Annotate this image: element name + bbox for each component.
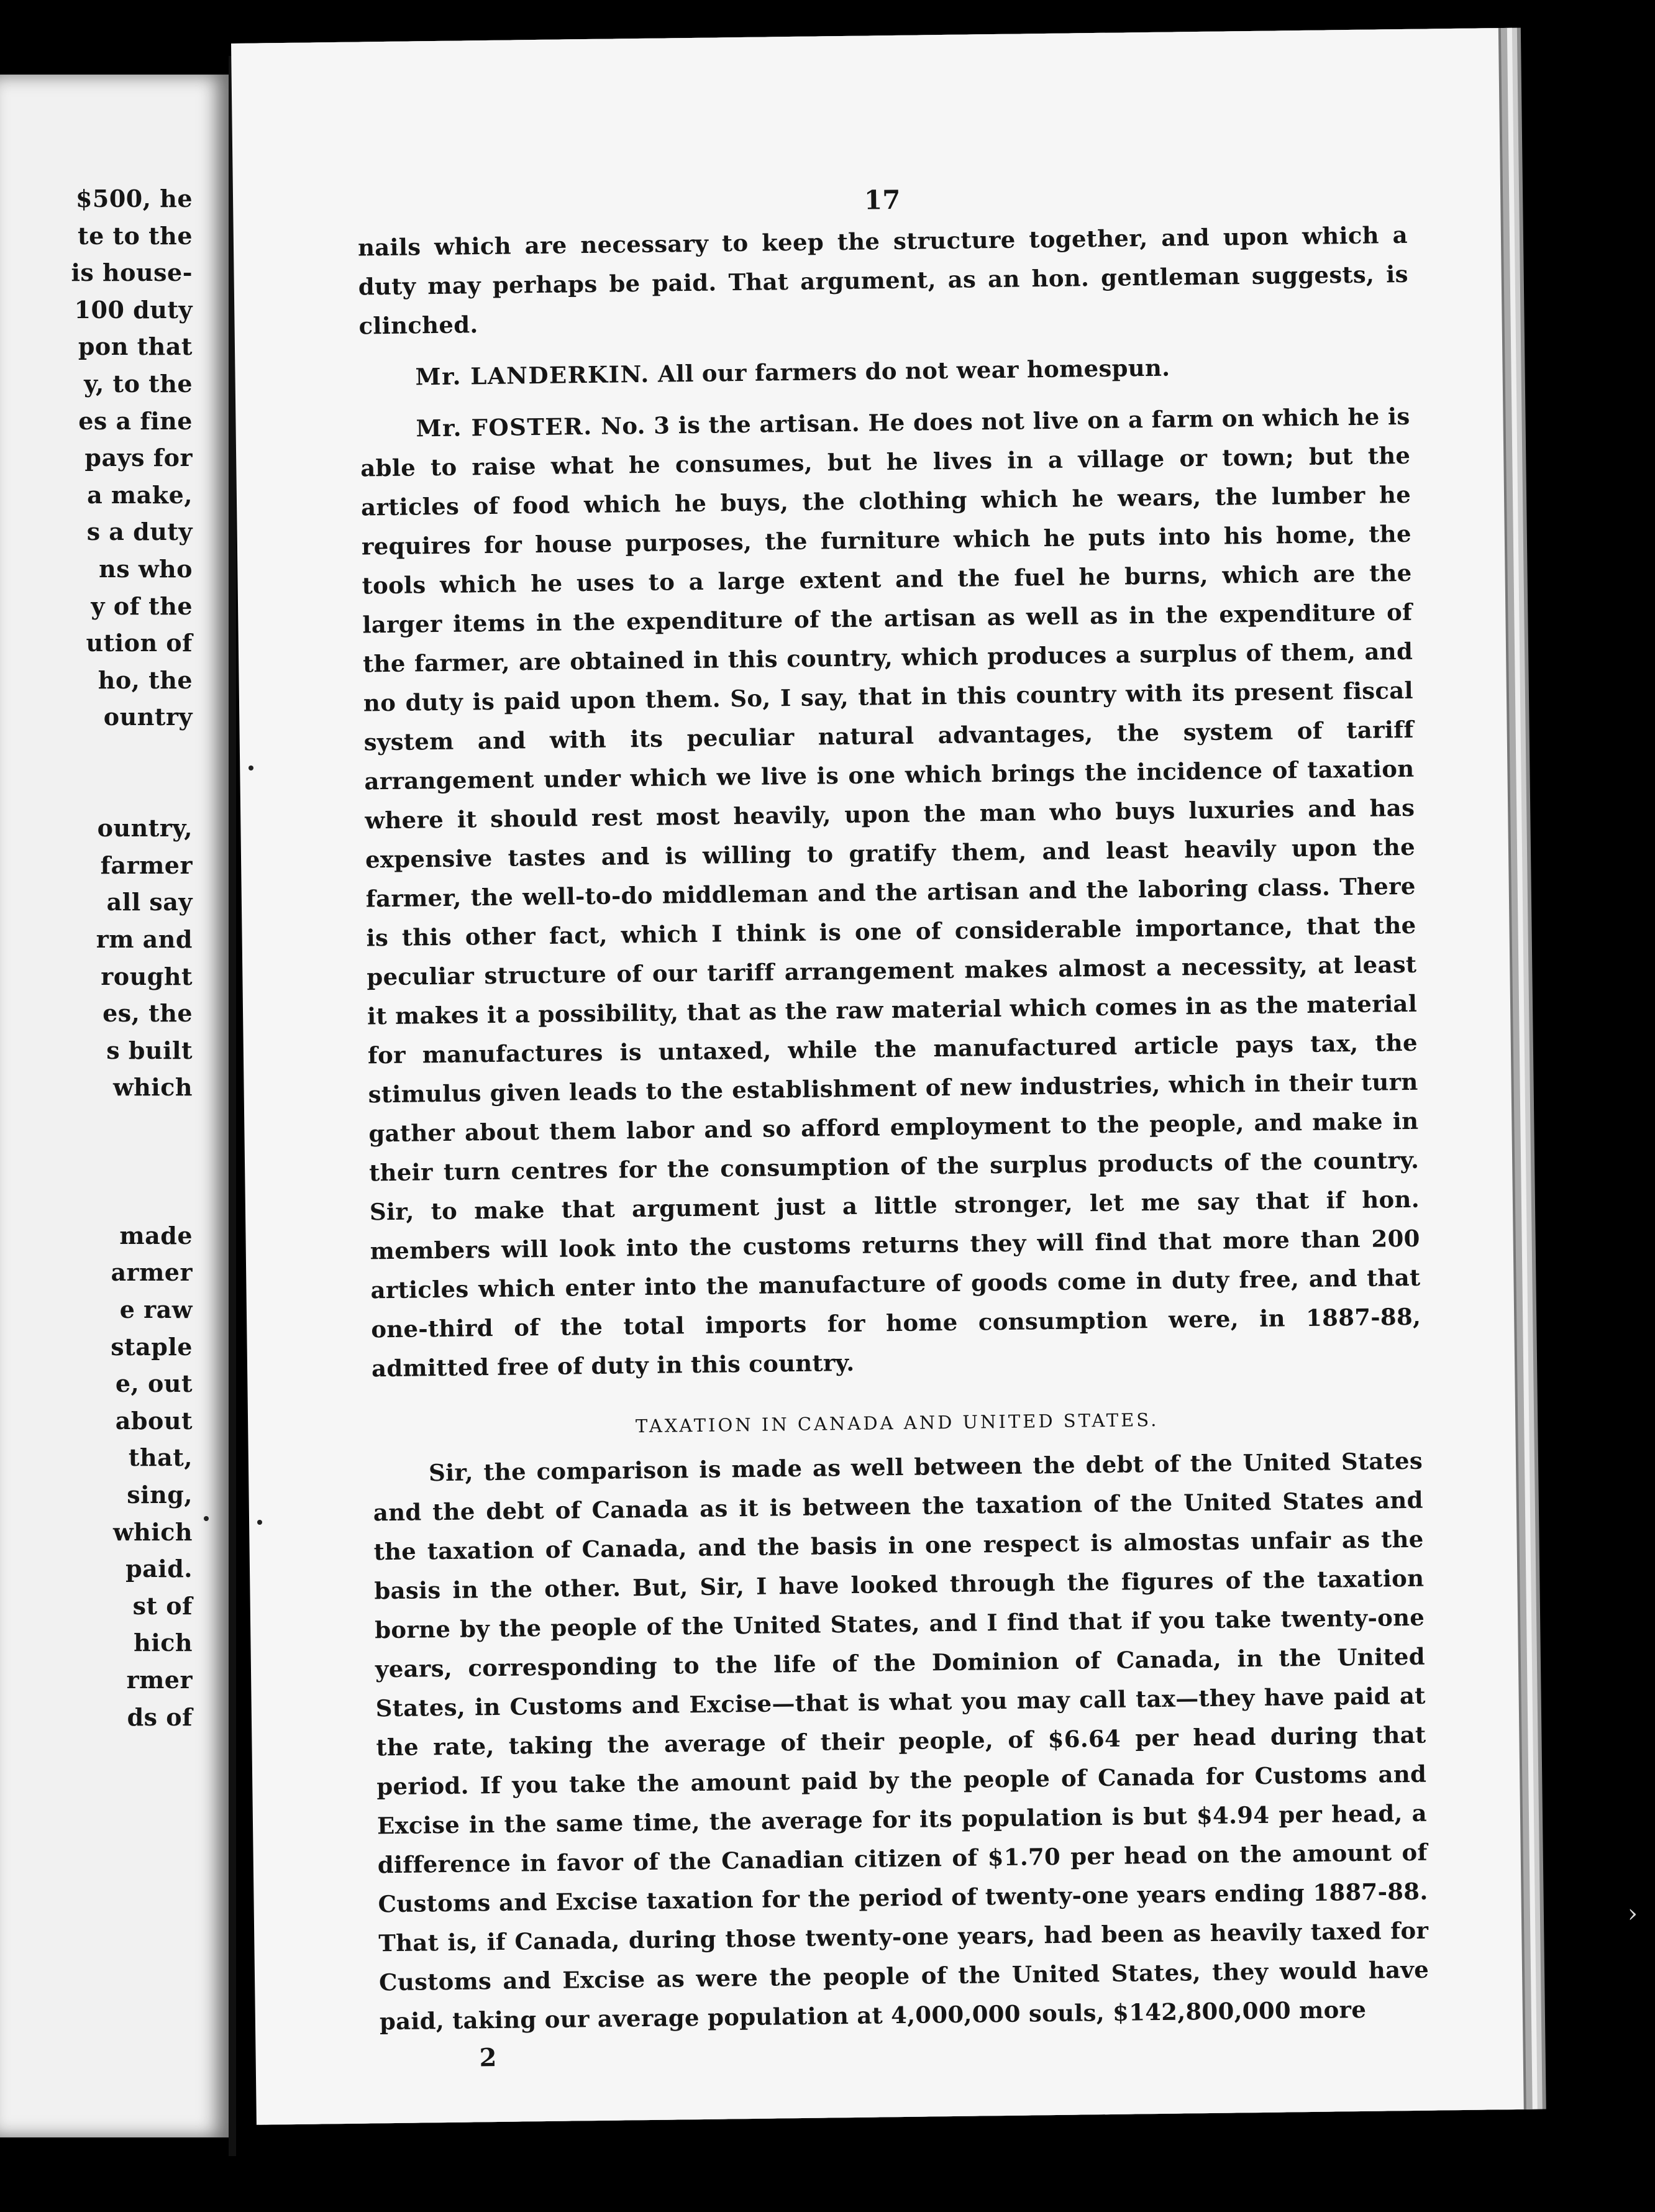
margin-dot xyxy=(248,766,253,770)
left-page-line: a make, xyxy=(87,480,193,509)
left-page-line: ountry xyxy=(103,703,193,731)
left-page-line: staple xyxy=(111,1332,193,1361)
left-page-line: $500, he xyxy=(75,185,193,213)
left-page-line: s built xyxy=(106,1036,193,1064)
left-page-line: es, the xyxy=(103,999,193,1028)
margin-dot xyxy=(204,1516,209,1521)
paragraph-taxation: Sir, the comparison is made as well between the debt of the United States and the debt of Canada as it is between the taxation of the United States and the taxation of Canada, and the basis in one respect is almostas unfair as the basis in the other. But, Sir, I have looked through the figures of the taxation borne by the people of the United States, and I find that if you take twenty-one years, corresponding to the life of the Dominion of Canada, in the United States, in Customs and Excise—that is what you may call tax—they have paid at the rate, taking the average of their people, of $6.64 per head during that period. If you take the amount paid by the people of Canada for Customs and Excise in the same time, the average for its population is but $4.94 per head, a difference in favor of the Canadian citizen of $1.70 per head on the amount of Customs and Excise taxation for the period of twenty-one years ending 1887-88. That is, if Canada, during those twenty-one years, had been as heavily taxed for Customs and Excise as were the people of the United States, they would have paid, taking our average population at 4,000,000 souls, $142,800,000 more xyxy=(373,1446,1429,2036)
left-page-line: sing, xyxy=(127,1481,193,1509)
speech-text: No. 3 is the artisan. He does not live on a farm on which he is able to raise what he consumes, but he lives in a village or town; but the articles of food which he buys, the clothing which he wears, the lumber he requires for house purposes, the furniture which he puts into his home, the tools which he uses to a large extent and the fuel he burns, which are the larger items in the expenditure of the artisan as well as in the expenditure of the farmer, are obtained in this country, which produces a surplus of them, and no duty is paid upon them. So, I say, that in this country with its present fiscal system and with its peculiar natural advantages, the system of tariff arrangement under which we live is one which brings the incidence of taxation where it should rest most heavily, upon the man who buys luxuries and has expensive tastes and is willing to gratify them, and least heavily upon the farmer, the well-to-do middleman and the artisan and the laboring class. There is this other fact, which I think is one of considerable importance, that the peculiar structure of our tariff arrangement makes almost a necessity, at least it makes it a possibility, that as the raw material which comes in as the material for manufactures is untaxed, while the manufactured article pays tax, the stimulus given leads to the establishment of new industries, which in their turn gather about them labor and so afford employment to the people, and make in their turn centres for the consumption of the surplus products of the country. Sir, to make that argument just a little stronger, let me say that if hon. members will look into the customs returns they will find that more than 200 articles which enter into the manufacture of goods come in duty free, and that one-third of the total imports for home consumption were, in 1887-88, admitted free of duty in this country. xyxy=(360,402,1421,1382)
left-page-line: ds of xyxy=(127,1702,193,1731)
left-page-line: 100 duty xyxy=(74,295,193,324)
left-page-line: e, out xyxy=(115,1369,193,1398)
speaker-name: Mr. LANDERKIN. xyxy=(415,360,650,391)
paragraph-foster xyxy=(360,397,1421,1389)
left-page-line: is house- xyxy=(71,258,193,287)
left-page-line: armer xyxy=(111,1258,193,1287)
signature-mark: 2 xyxy=(479,2043,497,2073)
left-page-line: es a fine xyxy=(78,406,193,435)
left-page-line: y, to the xyxy=(84,370,193,398)
left-page-line: pon that xyxy=(78,332,193,361)
left-page-line: ns who xyxy=(99,555,193,583)
left-page-line: that, xyxy=(128,1443,193,1472)
left-page-line: about xyxy=(115,1406,193,1435)
left-page-line: te to the xyxy=(78,221,193,250)
left-page-line: rmer xyxy=(126,1666,193,1694)
speaker-name: Mr. FOSTER. xyxy=(416,412,593,442)
right-page xyxy=(231,28,1524,2125)
section-heading: TAXATION IN CANADA AND UNITED STATES. xyxy=(635,1409,1159,1437)
left-page-line: which xyxy=(112,1073,193,1102)
left-page-line: y of the xyxy=(91,592,193,620)
left-page-line: which xyxy=(112,1517,193,1546)
margin-dot xyxy=(257,1520,262,1525)
paragraph-landerkin xyxy=(359,345,1410,398)
left-page-line: pays for xyxy=(84,444,193,472)
left-page-line: ho, the xyxy=(98,665,193,694)
left-page-line: ountry, xyxy=(97,814,193,843)
left-page-line: e raw xyxy=(119,1296,193,1323)
page-number: 17 xyxy=(864,184,901,216)
paragraph-continuation: nails which are necessary to keep the structure together, and upon which a duty may perhaps be paid. That argument, as an hon. gentleman suggests, is clinched. xyxy=(357,221,1408,340)
left-page-line: all say xyxy=(106,888,193,916)
left-page-line: rought xyxy=(101,962,193,990)
left-page-line: paid. xyxy=(125,1555,193,1583)
left-page-line: made xyxy=(119,1221,193,1250)
left-page-line: farmer xyxy=(100,851,193,879)
speech-text: All our farmers do not wear homespun. xyxy=(657,354,1170,388)
edge-mark: › xyxy=(1628,1899,1638,1928)
left-page-line: hich xyxy=(134,1629,193,1657)
left-page-line: st of xyxy=(132,1591,193,1620)
left-page-line: rm and xyxy=(96,925,193,953)
left-page xyxy=(0,75,229,2137)
left-page-line: s a duty xyxy=(86,518,193,546)
page-content xyxy=(357,178,1430,2075)
left-page-line: ution of xyxy=(86,629,193,657)
